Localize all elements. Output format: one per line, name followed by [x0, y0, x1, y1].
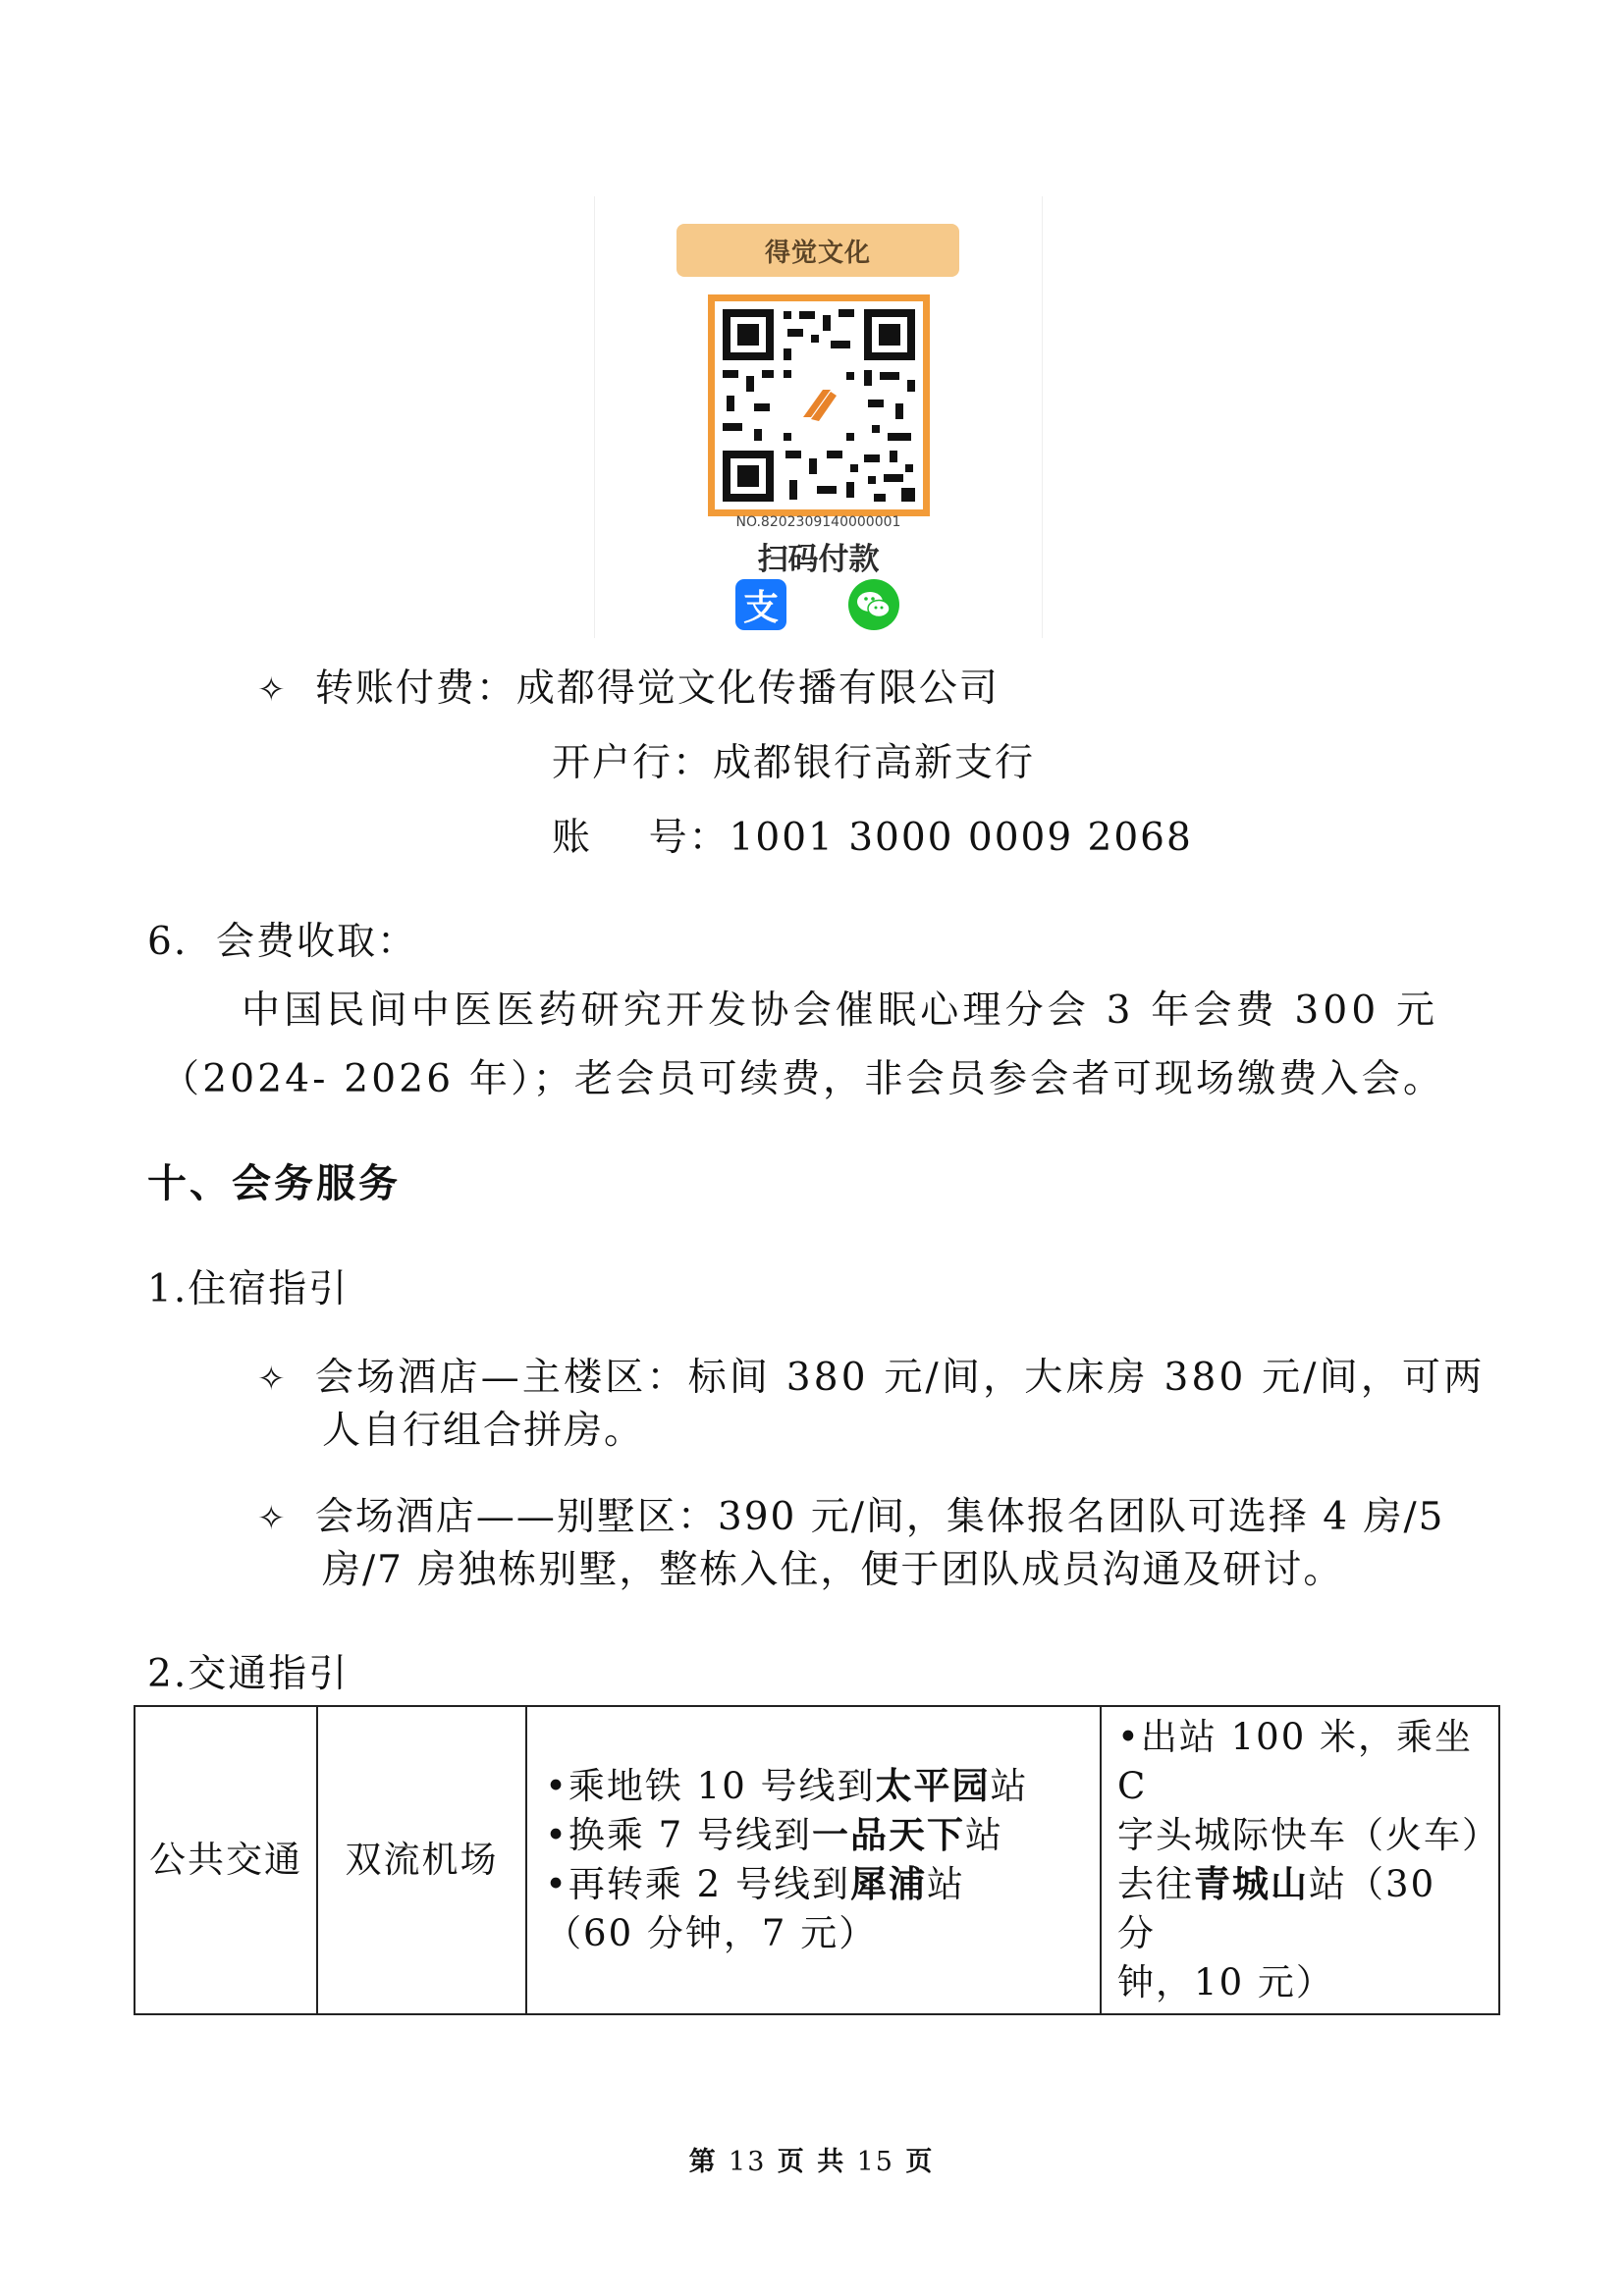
route-text: 站: [964, 1814, 1003, 1856]
qr-number: NO.8202309140000001: [735, 514, 901, 530]
lodging-item-2-line-2: 房/7 房独栋别墅，整栋入住，便于团队成员沟通及研讨。: [322, 1548, 1344, 1592]
route-cell: [526, 1706, 1101, 2014]
page-number: 13: [729, 2147, 767, 2177]
bank-name: 开户行：成都银行高新支行: [552, 741, 1036, 785]
payment-card: [594, 196, 1043, 638]
transfer-text: 站（30 分: [1117, 1863, 1436, 1954]
lodging-item-1-line-1: 会场酒店—主楼区：标间 380 元/间，大床房 380 元/间，可两: [314, 1356, 1486, 1400]
transfer-text: 字头城际快车（火车）: [1117, 1814, 1501, 1856]
fee-heading: 6. 会费收取：: [147, 920, 418, 964]
transport-origin: 双流机场: [317, 1706, 526, 2014]
diamond-bullet-icon: ✧: [257, 1360, 288, 1399]
lodging-item-2-line-1: 会场酒店——别墅区：390 元/间，集体报名团队可选择 4 房/5: [314, 1495, 1445, 1539]
fee-line-1: 中国民间中医医药研究开发协会催眠心理分会 3 年会费 300 元: [242, 988, 1439, 1033]
transport-category: 公共交通: [135, 1706, 317, 2014]
transfer-text: 钟，10 元）: [1117, 1961, 1334, 2003]
route-duration: （60 分钟，7 元）: [545, 1912, 878, 1954]
wechat-pay-icon[interactable]: [848, 579, 899, 630]
transport-heading: 2.交通指引: [147, 1652, 350, 1696]
footer-text: 页: [893, 2147, 935, 2177]
station-name: 犀浦: [849, 1863, 927, 1905]
transfer-label: 转账付费：成都得觉文化传播有限公司: [314, 667, 1000, 711]
page-footer: [0, 2140, 1623, 2178]
transfer-line: [257, 662, 1000, 718]
route-step: [545, 1811, 1082, 1860]
route-text: •再转乘 2 号线到: [545, 1863, 850, 1905]
transfer-cell: [1101, 1706, 1499, 2014]
route-text: 站: [990, 1765, 1029, 1807]
transfer-text: •出站 100 米，乘坐 C: [1117, 1716, 1473, 1807]
scan-to-pay-label: 扫码付款: [757, 542, 880, 577]
route-text: 站: [926, 1863, 965, 1905]
account-line: [552, 811, 1193, 866]
footer-text: 页 共: [766, 2147, 857, 2177]
station-name: 青城山: [1194, 1863, 1310, 1905]
account-label: 账 号：: [552, 816, 730, 860]
transport-table: [134, 1705, 1500, 2015]
lodging-item-1: [257, 1351, 1485, 1407]
lodging-item-1-line-2: 人自行组合拼房。: [322, 1409, 645, 1453]
diamond-bullet-icon: ✧: [257, 670, 288, 710]
qr-code-pattern: [715, 301, 923, 509]
diamond-bullet-icon: ✧: [257, 1499, 288, 1538]
lodging-item-2: [257, 1490, 1444, 1546]
route-step: [545, 1762, 1082, 1811]
section-title: 十、会务服务: [147, 1161, 401, 1206]
account-number: 1001 3000 0009 2068: [729, 816, 1193, 860]
route-text: •换乘 7 号线到: [545, 1814, 812, 1856]
footer-text: 第: [688, 2147, 730, 2177]
route-text: •乘地铁 10 号线到: [545, 1765, 876, 1807]
qr-code[interactable]: [708, 294, 930, 516]
table-row: [135, 1706, 1499, 2014]
lodging-heading: 1.住宿指引: [147, 1267, 350, 1311]
wechat-bubbles-icon: [848, 579, 899, 630]
brand-label: 得觉文化: [676, 224, 959, 277]
fee-line-2: （2024- 2026 年）；老会员可续费，非会员参会者可现场缴费入会。: [161, 1057, 1445, 1101]
transfer-text: 去往: [1117, 1863, 1195, 1905]
total-pages: 15: [856, 2147, 894, 2177]
station-name: 太平园: [875, 1765, 991, 1807]
transfer-step: [1117, 1860, 1483, 1958]
route-step: [545, 1860, 1082, 1909]
station-name: 一品天下: [811, 1814, 965, 1856]
alipay-icon[interactable]: 支: [735, 579, 786, 630]
